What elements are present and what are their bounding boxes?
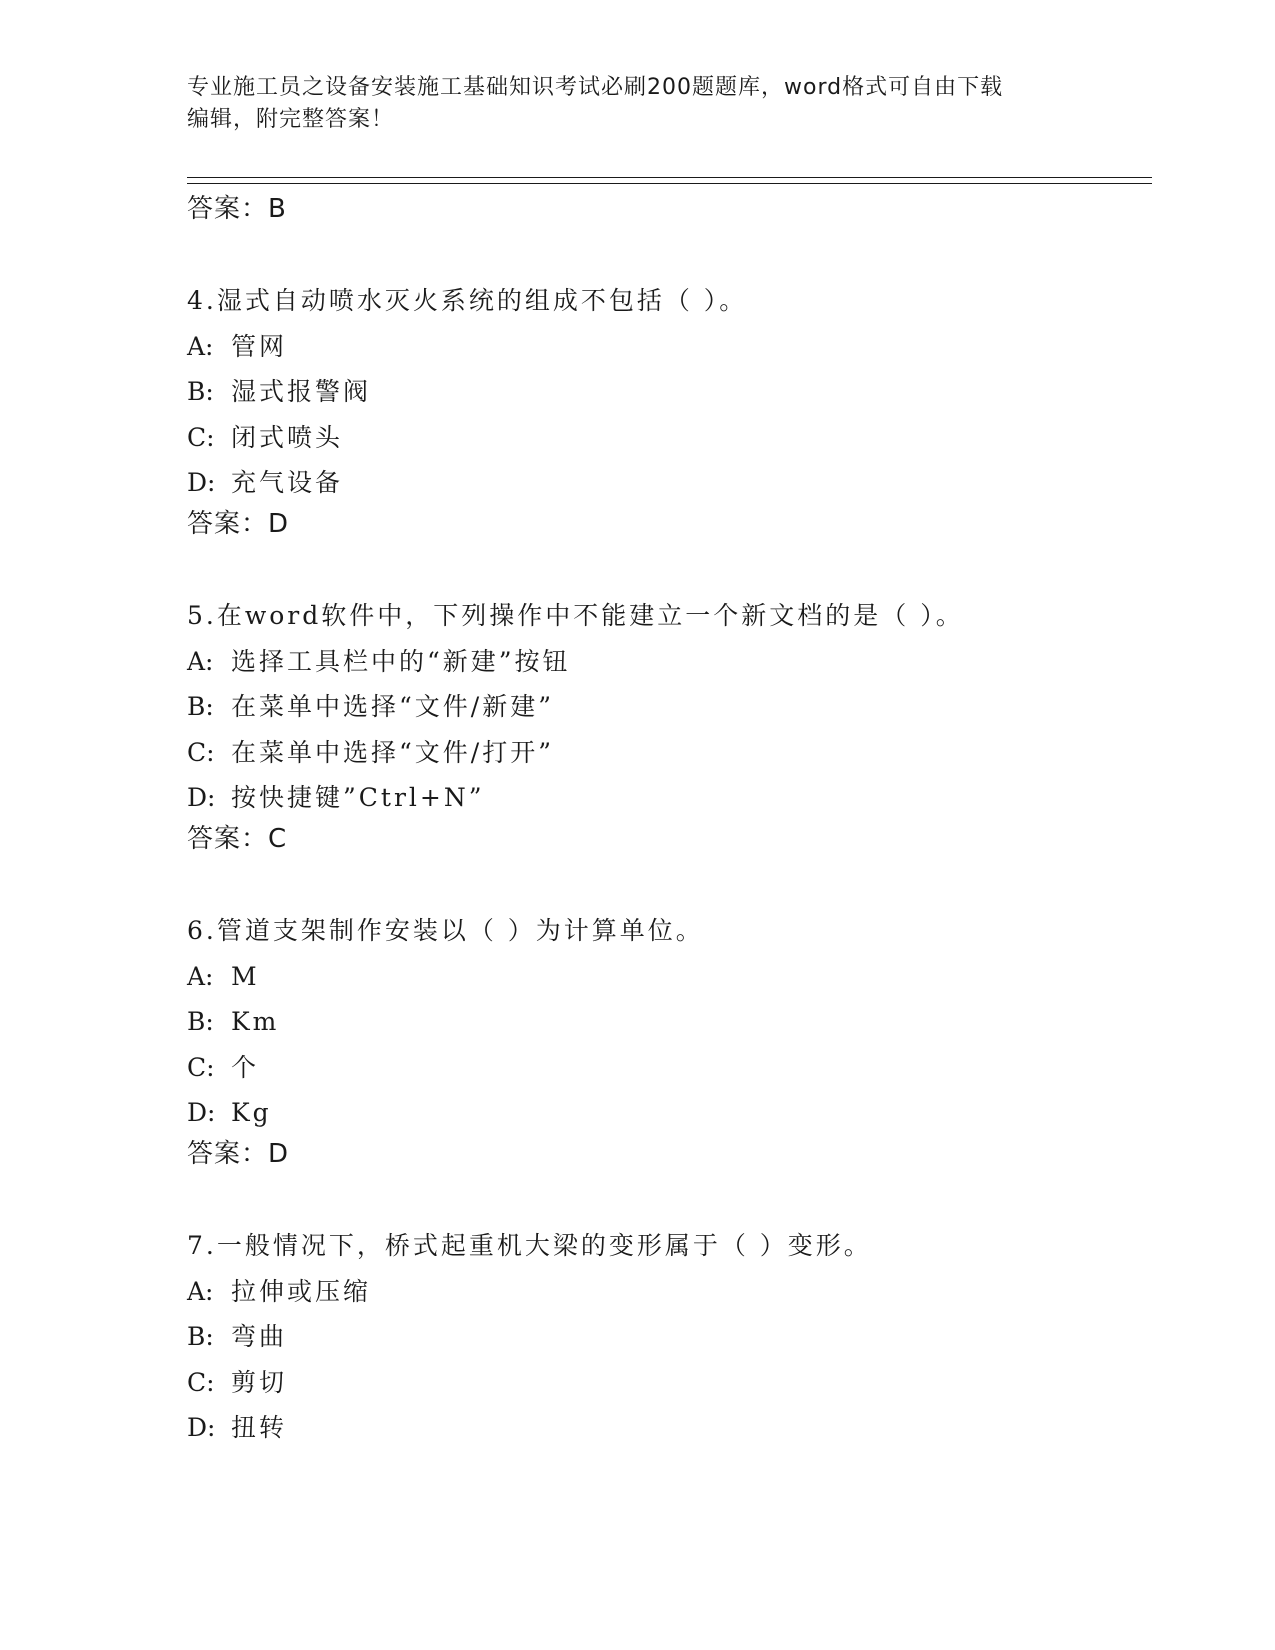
header-line-1: 专业施工员之设备安装施工基础知识考试必刷200题题库，word格式可自由下载 (187, 75, 1004, 100)
option-d: D: Kg (187, 1098, 272, 1127)
question-4 (187, 278, 1187, 506)
answer-q6: 答案：D (187, 1139, 290, 1169)
question-text: 4.湿式自动喷水灭火系统的组成不包括（ ）。 (187, 286, 748, 315)
option-d: D: 按快捷键”Ctrl+N” (187, 783, 485, 812)
option-b: B: 湿式报警阀 (187, 377, 372, 406)
option-c: C: 闭式喷头 (187, 422, 344, 452)
option-b: B: Km (187, 1007, 280, 1036)
question-text: 6.管道支架制作安装以（ ）为计算单位。 (187, 916, 704, 945)
option-b: B: 弯曲 (187, 1322, 288, 1351)
question-text: 7.一般情况下，桥式起重机大梁的变形属于（ ）变形。 (187, 1231, 872, 1260)
question-text: 5.在word软件中，下列操作中不能建立一个新文档的是（ ）。 (187, 601, 964, 630)
answer-q4: 答案：D (187, 509, 290, 539)
header-rule-bottom (187, 183, 1152, 184)
document-header (187, 72, 1067, 136)
option-c: C: 剪切 (187, 1367, 288, 1397)
header-rule-top (187, 177, 1152, 178)
option-a: A: 拉伸或压缩 (187, 1276, 372, 1306)
question-7 (187, 1223, 1187, 1451)
option-d: D: 扭转 (187, 1413, 288, 1442)
option-c: C: 个 (187, 1052, 260, 1082)
option-d: D: 充气设备 (187, 468, 344, 497)
option-a: A: 管网 (187, 331, 288, 361)
option-a: A: 选择工具栏中的“新建”按钮 (187, 646, 571, 676)
header-line-2: 编辑，附完整答案！ (187, 107, 395, 132)
option-b: B: 在菜单中选择“文件/新建” (187, 692, 554, 721)
answer-q3: 答案：B (187, 194, 287, 224)
option-a: A: M (187, 961, 260, 991)
answer-q5: 答案：C (187, 824, 288, 854)
question-6 (187, 908, 1187, 1136)
option-c: C: 在菜单中选择“文件/打开” (187, 737, 554, 767)
question-5 (187, 593, 1187, 821)
